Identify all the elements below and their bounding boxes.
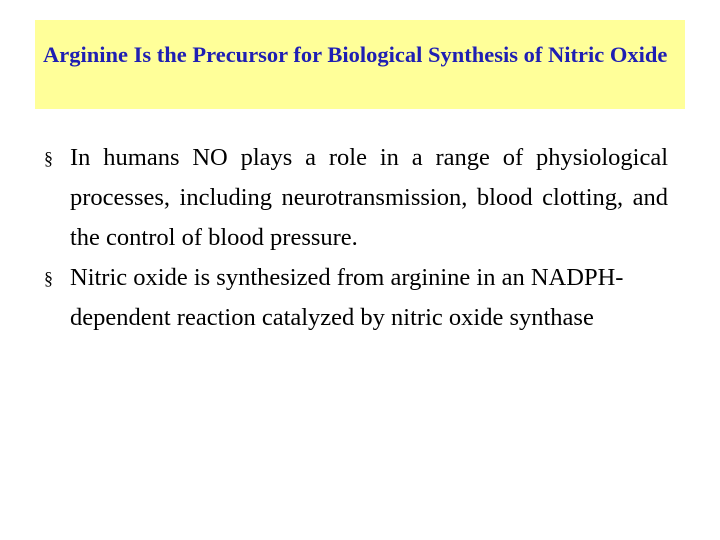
bullet-text: In humans NO plays a role in a range of physiological processes, including neurotransmission, blood clotting, and the control of blood pressure. xyxy=(70,144,668,251)
bullet-list xyxy=(44,138,668,338)
slide-title-box xyxy=(35,20,685,109)
bullet-marker-icon: § xyxy=(44,148,53,168)
bullet-text: Nitric oxide is synthesized from arginine in an NADPH-dependent reaction catalyzed by nitric oxide synthase xyxy=(70,264,624,331)
slide-title: Arginine Is the Precursor for Biological Synthesis of Nitric Oxide xyxy=(43,42,668,67)
bullet-item xyxy=(44,258,668,338)
bullet-marker-icon: § xyxy=(44,268,53,288)
bullet-item xyxy=(44,138,668,258)
